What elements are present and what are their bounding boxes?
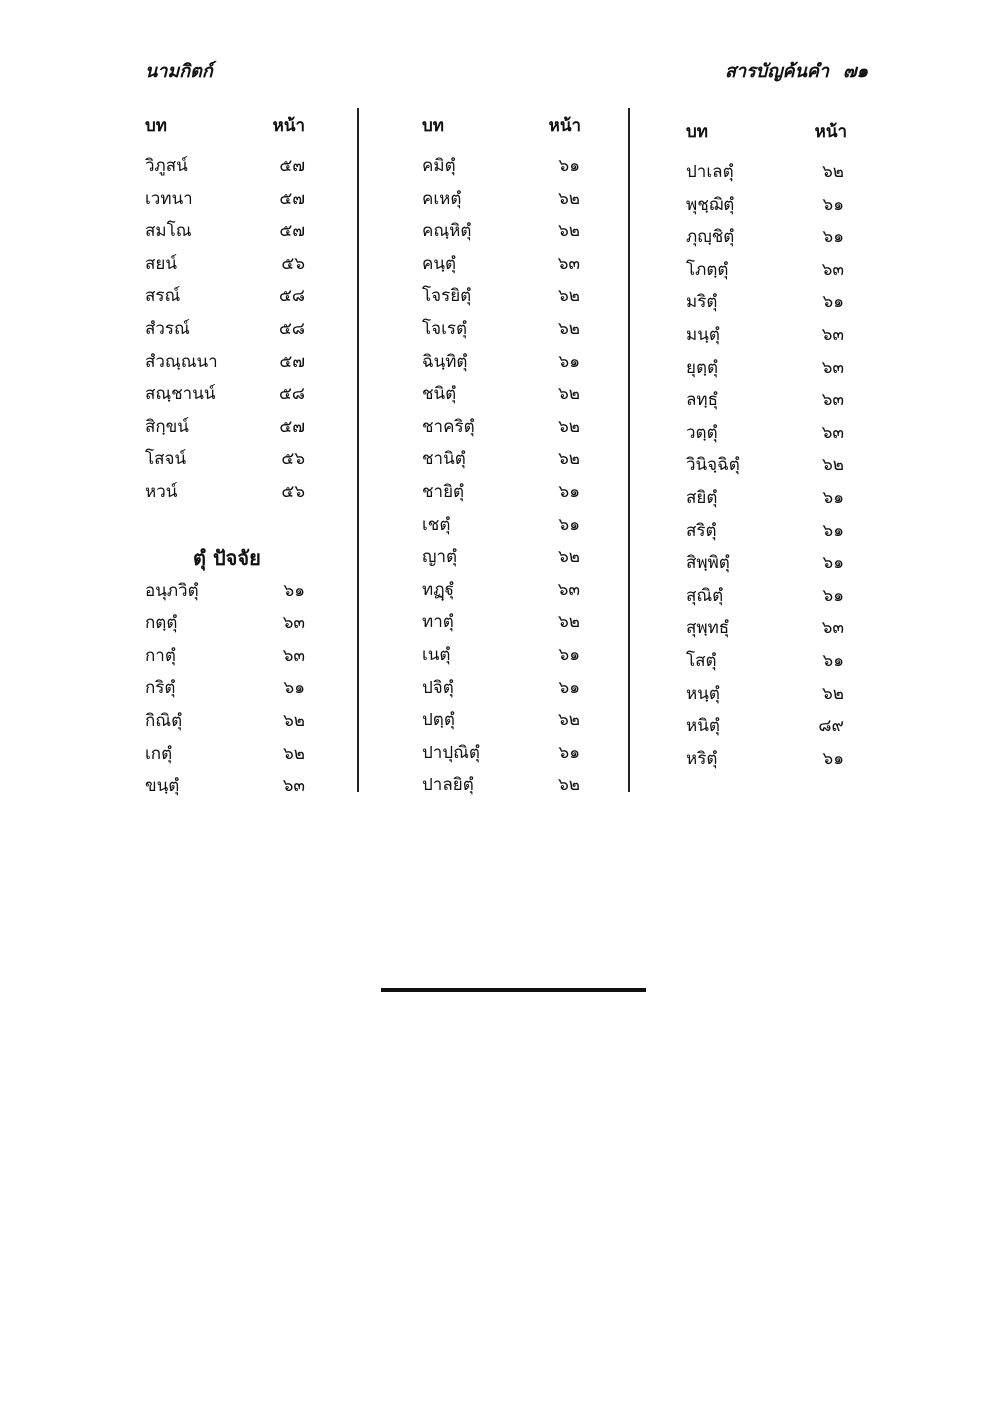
entry-word: ปจิตุํ <box>422 677 454 698</box>
index-entry <box>145 707 310 740</box>
entry-word: หริตุํ <box>686 748 718 769</box>
index-entry <box>145 478 310 511</box>
index-entry <box>686 647 849 680</box>
entry-word: โสจน์ <box>145 449 187 470</box>
entry-page: ๖๒ <box>283 710 305 731</box>
entry-page: ๕๘ <box>279 286 305 307</box>
column-header-word: บท <box>422 116 444 136</box>
index-entry <box>422 543 585 576</box>
index-entry <box>422 608 585 641</box>
entry-page: ๖๓ <box>821 357 844 378</box>
entry-word: ญาตุํ <box>422 547 458 568</box>
index-column-3 <box>686 118 849 777</box>
entry-word: สํวณฺณนา <box>145 351 218 372</box>
index-entry <box>145 315 310 348</box>
entry-word: สมโณ <box>145 221 192 242</box>
entry-page: ๖๑ <box>558 481 580 502</box>
column-header-page: หน้า <box>814 122 847 142</box>
entry-word: สณฺชานน์ <box>145 384 216 405</box>
index-column-1 <box>145 112 310 805</box>
entry-page: ๕๗ <box>279 156 305 176</box>
entry-page: ๕๖ <box>281 253 305 274</box>
entry-word: อนุภวิตุํ <box>145 580 199 601</box>
entry-word: ทฏฺฐุํ <box>422 579 454 600</box>
entry-word: กิณิตุํ <box>145 710 183 731</box>
entry-page: ๕๖ <box>281 449 305 470</box>
entry-page: ๖๓ <box>821 259 844 280</box>
index-entry <box>422 771 585 804</box>
entry-page: ๖๒ <box>822 683 844 704</box>
column-header-word: บท <box>145 116 167 136</box>
section-entry-list <box>145 577 310 805</box>
entry-page: ๖๒ <box>558 318 580 339</box>
entry-word: กริตุํ <box>145 678 176 699</box>
index-entry <box>145 445 310 478</box>
entry-page: ๖๒ <box>558 449 580 470</box>
index-entry <box>686 614 849 647</box>
entry-word: มนฺตุํ <box>686 324 720 345</box>
entry-page: ๕๗ <box>279 188 305 209</box>
entry-word: สยน์ <box>145 253 177 274</box>
entry-word: สิกฺขน์ <box>145 416 189 437</box>
entry-word: ขนฺตุํ <box>145 776 180 797</box>
index-entry <box>422 576 585 609</box>
index-entry <box>422 315 585 348</box>
index-entry <box>145 185 310 218</box>
entry-word: ยุตฺตุํ <box>686 357 719 378</box>
index-entry <box>145 250 310 283</box>
entry-list <box>145 152 310 511</box>
index-entry <box>422 217 585 250</box>
entry-word: ปตฺตุํ <box>422 710 455 731</box>
entry-page: ๖๓ <box>821 324 844 345</box>
entry-word: ปาปุณิตุํ <box>422 742 480 763</box>
entry-page: ๖๒ <box>558 384 580 405</box>
column-header <box>145 112 310 152</box>
index-entry <box>422 348 585 381</box>
index-entry <box>145 772 310 805</box>
entry-page: ๕๗ <box>279 221 305 242</box>
index-entry <box>422 380 585 413</box>
index-column-2 <box>422 112 585 804</box>
index-entry <box>686 386 849 419</box>
entry-page: ๖๒ <box>558 547 580 568</box>
index-entry <box>686 680 849 713</box>
index-entry <box>686 191 849 224</box>
entry-word: วิภูสน์ <box>145 156 188 176</box>
entry-word: สํวรณ์ <box>145 318 190 339</box>
entry-word: โภตฺตุํ <box>686 259 729 280</box>
entry-page: ๖๒ <box>822 455 844 476</box>
index-entry <box>686 256 849 289</box>
entry-page: ๖๓ <box>282 776 305 797</box>
entry-page: ๖๑ <box>558 156 580 176</box>
entry-word: ชานิตุํ <box>422 449 466 470</box>
column-header-page: หน้า <box>548 116 581 136</box>
entry-page: ๖๒ <box>558 286 580 307</box>
entry-word: ชายิตุํ <box>422 481 465 502</box>
index-entry <box>686 451 849 484</box>
entry-page: ๘๙ <box>818 716 844 737</box>
entry-page: ๖๑ <box>283 678 305 699</box>
section-title: ตุํ ปัจจัย <box>193 545 261 570</box>
entry-page: ๕๖ <box>281 481 305 502</box>
entry-word: ชนิตุํ <box>422 384 457 405</box>
index-entry <box>145 740 310 773</box>
entry-word: สุพฺทธุํ <box>686 618 730 639</box>
entry-word: ชาคริตุํ <box>422 416 475 437</box>
index-entry <box>422 413 585 446</box>
index-entry <box>145 152 310 185</box>
index-entry <box>422 185 585 218</box>
entry-page: ๖๑ <box>822 227 844 248</box>
entry-word: ปาลยิตุํ <box>422 775 474 796</box>
entry-page: ๖๑ <box>822 194 844 215</box>
index-entry <box>145 642 310 675</box>
page-number: ๗๑ <box>843 61 868 82</box>
entry-list <box>686 158 849 777</box>
index-entry <box>422 511 585 544</box>
entry-word: ทาตุํ <box>422 612 454 633</box>
entry-word: กตฺตุํ <box>145 613 178 634</box>
entry-page: ๖๒ <box>558 221 580 242</box>
entry-word: สยิตุํ <box>686 487 718 508</box>
entry-word: เชตุํ <box>422 514 451 535</box>
entry-word: คมิตุํ <box>422 156 456 176</box>
index-entry <box>422 706 585 739</box>
entry-page: ๖๑ <box>558 742 580 763</box>
index-entry <box>422 152 585 185</box>
entry-word: โจเรตุํ <box>422 318 468 339</box>
entry-word: เกตุํ <box>145 743 173 764</box>
index-entry <box>422 282 585 315</box>
index-entry <box>686 419 849 452</box>
index-entry <box>145 380 310 413</box>
entry-word: โจรยิตุํ <box>422 286 472 307</box>
entry-page: ๖๓ <box>821 390 844 411</box>
entry-page: ๖๒ <box>822 162 844 182</box>
index-entry <box>422 478 585 511</box>
entry-word: ปาเลตุํ <box>686 162 734 182</box>
entry-page: ๖๑ <box>558 677 580 698</box>
entry-word: คเหตุํ <box>422 188 462 209</box>
entry-word: สริตุํ <box>686 520 717 541</box>
entry-word: วินิจฺฉิตุํ <box>686 455 740 476</box>
index-entry <box>686 549 849 582</box>
entry-word: พุชฺฌิตุํ <box>686 194 735 215</box>
entry-word: หวน์ <box>145 481 178 502</box>
entry-word: คณฺหิตุํ <box>422 221 472 242</box>
entry-page: ๕๘ <box>279 384 305 405</box>
entry-word: หนิตุํ <box>686 716 720 737</box>
entry-page: ๖๑ <box>822 585 844 606</box>
entry-list <box>422 152 585 804</box>
entry-word: เวทนา <box>145 188 193 209</box>
index-entry <box>686 484 849 517</box>
entry-page: ๖๓ <box>821 422 844 443</box>
entry-page: ๕๘ <box>279 318 305 339</box>
index-entry <box>145 282 310 315</box>
index-entry <box>422 674 585 707</box>
entry-page: ๖๑ <box>822 650 844 671</box>
entry-page: ๖๓ <box>821 618 844 639</box>
index-entry <box>686 745 849 778</box>
entry-page: ๖๓ <box>557 579 580 600</box>
entry-word: วตฺตุํ <box>686 422 718 443</box>
entry-page: ๖๑ <box>558 514 580 535</box>
entry-page: ๖๒ <box>558 612 580 633</box>
entry-word: เนตุํ <box>422 644 451 665</box>
entry-page: ๖๒ <box>283 743 305 764</box>
entry-page: ๖๓ <box>282 645 305 666</box>
index-entry <box>422 250 585 283</box>
index-entry <box>686 223 849 256</box>
entry-word: สิพฺพิตุํ <box>686 553 730 574</box>
entry-page: ๖๒ <box>558 775 580 796</box>
entry-page: ๖๑ <box>822 520 844 541</box>
entry-page: ๖๑ <box>283 580 305 601</box>
entry-word: สรณ์ <box>145 286 181 307</box>
column-header-page: หน้า <box>272 116 305 136</box>
entry-word: คนฺตุํ <box>422 253 457 274</box>
entry-page: ๖๒ <box>558 188 580 209</box>
index-entry <box>422 641 585 674</box>
entry-page: ๖๑ <box>558 351 580 372</box>
column-header-word: บท <box>686 122 708 142</box>
index-entry <box>145 413 310 446</box>
index-entry <box>145 217 310 250</box>
running-header-left: นามกิตก์ <box>145 61 213 82</box>
index-entry <box>145 609 310 642</box>
entry-word: โสตุํ <box>686 650 717 671</box>
entry-word: ลทฺธุํ <box>686 390 718 411</box>
entry-page: ๖๑ <box>558 644 580 665</box>
index-entry <box>686 321 849 354</box>
entry-page: ๕๗ <box>279 416 305 437</box>
entry-word: หนฺตุํ <box>686 683 720 704</box>
entry-word: สุณิตุํ <box>686 585 724 606</box>
entry-page: ๖๑ <box>822 487 844 508</box>
running-header-right <box>725 56 868 85</box>
entry-page: ๖๓ <box>557 253 580 274</box>
column-header <box>422 112 585 152</box>
column-divider <box>357 108 359 792</box>
entry-page: ๖๒ <box>558 416 580 437</box>
entry-page: ๖๑ <box>822 553 844 574</box>
end-rule <box>381 988 646 992</box>
entry-page: ๖๒ <box>558 710 580 731</box>
index-entry <box>686 582 849 615</box>
index-entry <box>145 348 310 381</box>
entry-page: ๖๑ <box>822 292 844 313</box>
index-entry <box>686 158 849 191</box>
entry-word: กาตุํ <box>145 645 176 666</box>
entry-word: มริตุํ <box>686 292 718 313</box>
index-entry <box>422 739 585 772</box>
running-header-title: สารบัญค้นคำ <box>725 61 830 82</box>
index-entry <box>686 517 849 550</box>
entry-word: ฉินฺทิตุํ <box>422 351 468 372</box>
entry-page: ๖๑ <box>822 748 844 769</box>
index-entry <box>145 577 310 610</box>
column-header <box>686 118 849 158</box>
entry-page: ๖๓ <box>282 613 305 634</box>
index-entry <box>686 354 849 387</box>
entry-page: ๕๗ <box>279 351 305 372</box>
entry-word: ภุญฺชิตุํ <box>686 227 735 248</box>
index-entry <box>145 674 310 707</box>
index-entry <box>422 445 585 478</box>
index-entry <box>686 288 849 321</box>
index-entry <box>686 712 849 745</box>
column-divider <box>628 108 630 792</box>
